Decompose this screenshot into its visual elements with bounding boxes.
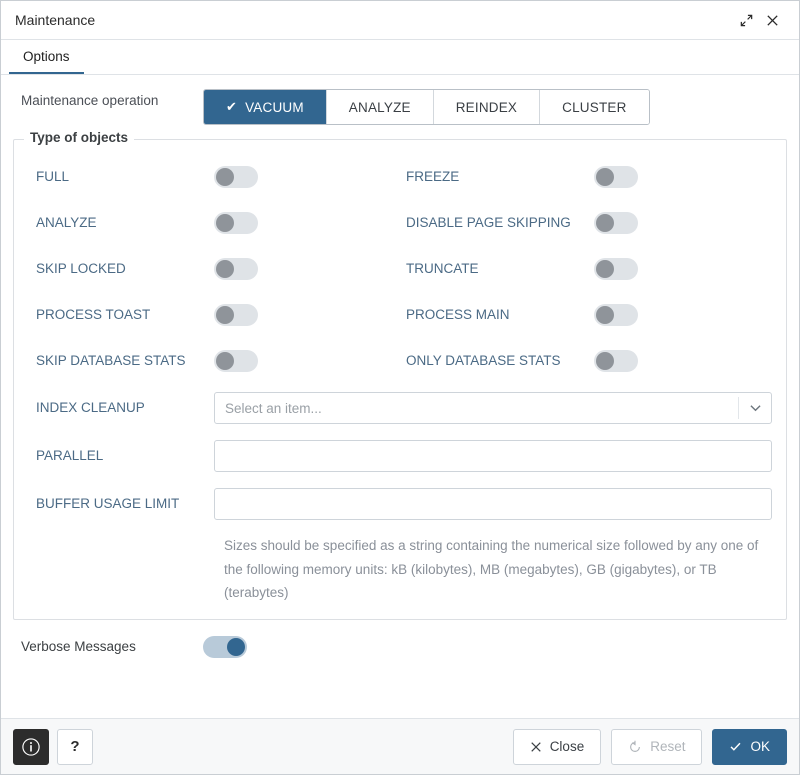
buffer-usage-limit-input[interactable]: [214, 488, 772, 520]
toggle-label-process-toast: PROCESS TOAST: [36, 306, 151, 322]
title-bar: [1, 1, 799, 40]
index-cleanup-select[interactable]: [214, 392, 772, 424]
toggle-cell-full: [214, 154, 394, 200]
dialog-footer: [1, 718, 799, 774]
reset-button-label: Reset: [650, 739, 686, 754]
toggle-label-truncate: TRUNCATE: [406, 260, 479, 276]
index-cleanup-label: INDEX CLEANUP: [36, 399, 145, 415]
toggle-analyze[interactable]: [214, 212, 258, 234]
info-icon-button[interactable]: [13, 729, 49, 765]
index-cleanup-row: [24, 384, 776, 432]
toggle-cell-skip-locked: [214, 246, 394, 292]
toggle-skip-locked[interactable]: [214, 258, 258, 280]
toggle-disable-page-skipping[interactable]: [594, 212, 638, 234]
operation-reindex-label: REINDEX: [455, 99, 518, 115]
toggle-process-toast[interactable]: [214, 304, 258, 326]
operation-cluster[interactable]: [540, 90, 648, 124]
help-icon-button[interactable]: [57, 729, 93, 765]
buffer-usage-limit-row: [24, 480, 776, 528]
verbose-messages-label: Verbose Messages: [21, 639, 136, 655]
help-label: ?: [70, 738, 80, 755]
toggle-cell-analyze: [214, 200, 394, 246]
type-of-objects-legend: Type of objects: [24, 130, 134, 145]
toggle-cell-process-toast: [214, 292, 394, 338]
toggle-full[interactable]: [214, 166, 258, 188]
maintenance-operation-label: Maintenance operation: [21, 93, 159, 108]
toggle-grid: [24, 154, 776, 384]
toggle-verbose-messages[interactable]: [203, 636, 247, 658]
index-cleanup-placeholder: Select an item...: [225, 400, 322, 416]
close-button[interactable]: [513, 729, 602, 765]
check-icon: ✔: [226, 99, 238, 114]
toggle-cell-process-main: [594, 292, 776, 338]
close-button-label: Close: [549, 739, 585, 754]
toggle-skip-database-stats[interactable]: [214, 350, 258, 372]
toggle-label-skip-locked: SKIP LOCKED: [36, 260, 126, 276]
parallel-row: [24, 432, 776, 480]
toggle-label-full: FULL: [36, 168, 70, 184]
chevron-down-icon[interactable]: [739, 404, 771, 412]
ok-button-label: OK: [750, 739, 770, 754]
operation-vacuum-label: VACUUM: [245, 99, 304, 115]
toggle-label-disable-page-skipping: DISABLE PAGE SKIPPING: [406, 214, 571, 230]
ok-button[interactable]: [712, 729, 787, 765]
operation-vacuum[interactable]: [204, 90, 327, 124]
toggle-label-skip-database-stats: SKIP DATABASE STATS: [36, 352, 186, 368]
toggle-freeze[interactable]: [594, 166, 638, 188]
operation-analyze-label: ANALYZE: [348, 99, 411, 115]
expand-icon[interactable]: [733, 7, 759, 33]
toggle-truncate[interactable]: [594, 258, 638, 280]
window-title: Maintenance: [15, 12, 96, 28]
operation-cluster-label: CLUSTER: [562, 99, 627, 115]
parallel-label: PARALLEL: [36, 447, 104, 463]
buffer-usage-help-text: Sizes should be specified as a string containing the numerical size followed by any one of the following memory units: kB (kilobytes), MB (megabytes), GB (gigabytes), or TB (terabytes): [224, 538, 759, 601]
close-icon[interactable]: [759, 7, 785, 33]
toggle-label-analyze: ANALYZE: [36, 214, 97, 230]
toggle-label-process-main: PROCESS MAIN: [406, 306, 510, 322]
toggle-only-database-stats[interactable]: [594, 350, 638, 372]
maintenance-operation-segmented: [203, 89, 650, 125]
toggle-label-freeze: FREEZE: [406, 168, 460, 184]
maintenance-operation-row: [13, 89, 787, 125]
toggle-cell-truncate: [594, 246, 776, 292]
buffer-usage-limit-label: BUFFER USAGE LIMIT: [36, 495, 180, 511]
tab-options[interactable]: Options: [9, 40, 84, 74]
type-of-objects-fieldset: [13, 130, 787, 620]
toggle-cell-disable-page-skipping: [594, 200, 776, 246]
toggle-label-only-database-stats: ONLY DATABASE STATS: [406, 352, 561, 368]
toggle-cell-freeze: [594, 154, 776, 200]
toggle-process-main[interactable]: [594, 304, 638, 326]
options-panel: [1, 75, 799, 718]
toggle-cell-skip-database-stats: [214, 338, 394, 384]
operation-analyze[interactable]: [327, 90, 434, 124]
tab-strip: [1, 40, 799, 75]
parallel-input[interactable]: [214, 440, 772, 472]
operation-reindex[interactable]: [434, 90, 540, 124]
reset-button[interactable]: [611, 729, 702, 765]
verbose-messages-row: [13, 620, 787, 658]
toggle-cell-only-database-stats: [594, 338, 776, 384]
